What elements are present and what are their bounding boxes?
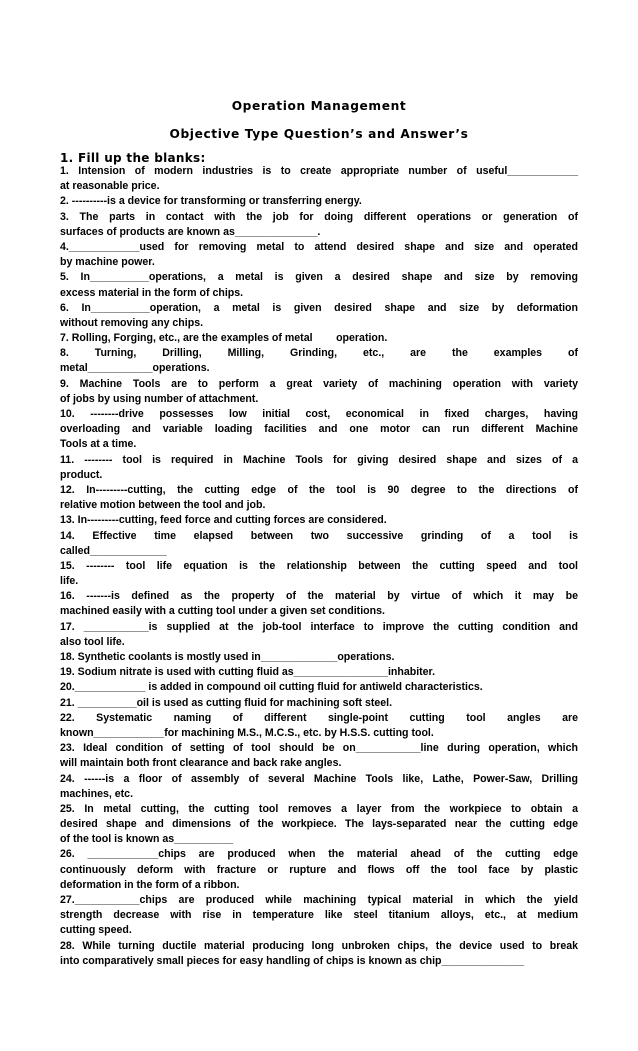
question-line: 3. The parts in contact with the job for doing different operations or generation of <box>60 210 578 223</box>
document-title: Operation Management <box>231 99 407 113</box>
question-line: excess material in the form of chips. <box>60 286 244 299</box>
question-line: 28. While turning ductile material producing long unbroken chips, the device used to break <box>60 939 578 952</box>
question-line: without removing any chips. <box>60 316 204 329</box>
question-line: continuously deform with fracture or rupture and flows off the tool face by plastic <box>60 863 578 876</box>
question-line: machines, etc. <box>60 787 134 800</box>
question-line: 23. Ideal condition of setting of tool should be on___________line during operation, which <box>60 742 578 755</box>
question-line: 26. ____________chips are produced when the material ahead of the cutting edge <box>60 848 578 861</box>
question-line: cutting speed. <box>60 924 132 937</box>
question-line: of jobs by using number of attachment. <box>60 392 259 405</box>
question-list <box>60 164 578 969</box>
question-line: 27.___________chips are produced while machining typical material in which the yield <box>60 894 578 906</box>
question-line: into comparatively small pieces for easy handling of chips is known as chip______________ <box>60 954 524 967</box>
question-line: 24. ------is a floor of assembly of several Machine Tools like, Lathe, Power-Saw, Drilling <box>60 772 578 785</box>
question-line: 21. __________oil is used as cutting fluid for machining soft steel. <box>60 696 393 709</box>
question-line: 14. Effective time elapsed between two successive grinding of a tool is <box>60 529 578 542</box>
question-line: 20.____________ is added in compound oil cutting fluid for antiweld characteristics. <box>60 681 483 694</box>
question-line: desired shape and dimensions of the workpiece. The lays-separated near the cutting edge <box>60 818 578 831</box>
question-line: machined easily with a cutting tool under a given set conditions. <box>60 605 385 618</box>
question-line: 12. In---------cutting, the cutting edge of the tool is 90 degree to the directions of <box>60 483 578 496</box>
question-line: 18. Synthetic coolants is mostly used in_____________operations. <box>60 651 395 663</box>
question-line: relative motion between the tool and job. <box>60 499 266 512</box>
question-line: 19. Sodium nitrate is used with cutting fluid as________________inhabiter. <box>60 666 436 679</box>
question-line: 2. ----------is a device for transforming or transferring energy. <box>60 195 362 208</box>
question-line: surfaces of products are known as______________. <box>60 225 321 238</box>
question-line: 10. --------drive possesses low initial cost, economical in fixed charges, having <box>60 408 578 420</box>
question-line: 17. ___________is supplied at the job-tool interface to improve the cutting condition and <box>60 620 578 633</box>
question-line: of the tool is known as__________ <box>60 833 234 846</box>
question-line: 5. In__________operations, a metal is given a desired shape and size by removing <box>60 271 578 284</box>
question-line: 16. -------is defined as the property of the material by virtue of which it may be <box>60 590 578 603</box>
document-subtitle: Objective Type Question’s and Answer’s <box>169 127 469 141</box>
question-line: will maintain both front clearance and back rake angles. <box>60 757 342 770</box>
question-line: product. <box>60 468 103 481</box>
question-line: at reasonable price. <box>60 180 160 193</box>
question-line: 8. Turning, Drilling, Milling, Grinding, etc., are the examples of <box>60 347 578 360</box>
question-line: 6. In__________operation, a metal is given desired shape and size by deformation <box>60 301 578 314</box>
question-line: 9. Machine Tools are to perform a great variety of machining operation with variety <box>60 377 578 390</box>
question-line: 4.____________used for removing metal to attend desired shape and size and operated <box>60 240 578 253</box>
question-line: 15. -------- tool life equation is the relationship between the cutting speed and tool <box>60 559 578 572</box>
section-heading: 1. Fill up the blanks: <box>60 151 206 165</box>
question-line: called_____________ <box>60 544 167 557</box>
question-line: also tool life. <box>60 635 125 648</box>
question-line: 22. Systematic naming of different single-point cutting tool angles are <box>60 711 578 724</box>
question-line: 1. Intension of modern industries is to create appropriate number of useful____________ <box>60 165 578 177</box>
question-line: 13. In---------cutting, feed force and cutting forces are considered. <box>60 514 387 527</box>
question-line: known____________for machining M.S., M.C.S., etc. by H.S.S. cutting tool. <box>60 726 434 739</box>
question-line: life. <box>60 575 79 588</box>
question-line: by machine power. <box>60 256 155 269</box>
question-line: Tools at a time. <box>60 438 137 451</box>
question-line: 25. In metal cutting, the cutting tool removes a layer from the workpiece to obtain a <box>60 802 578 815</box>
question-line: metal___________operations. <box>60 362 210 375</box>
question-line: 7. Rolling, Forging, etc., are the examples of metal operation. <box>60 332 388 345</box>
question-line: overloading and variable loading facilities and one motor can run different Machine <box>60 423 578 436</box>
question-line: strength decrease with rise in temperature like steel titanium alloys, etc., at medium <box>60 909 578 922</box>
question-line: 11. -------- tool is required in Machine Tools for giving desired shape and sizes of a <box>60 453 578 466</box>
question-line: deformation in the form of a ribbon. <box>60 878 240 891</box>
